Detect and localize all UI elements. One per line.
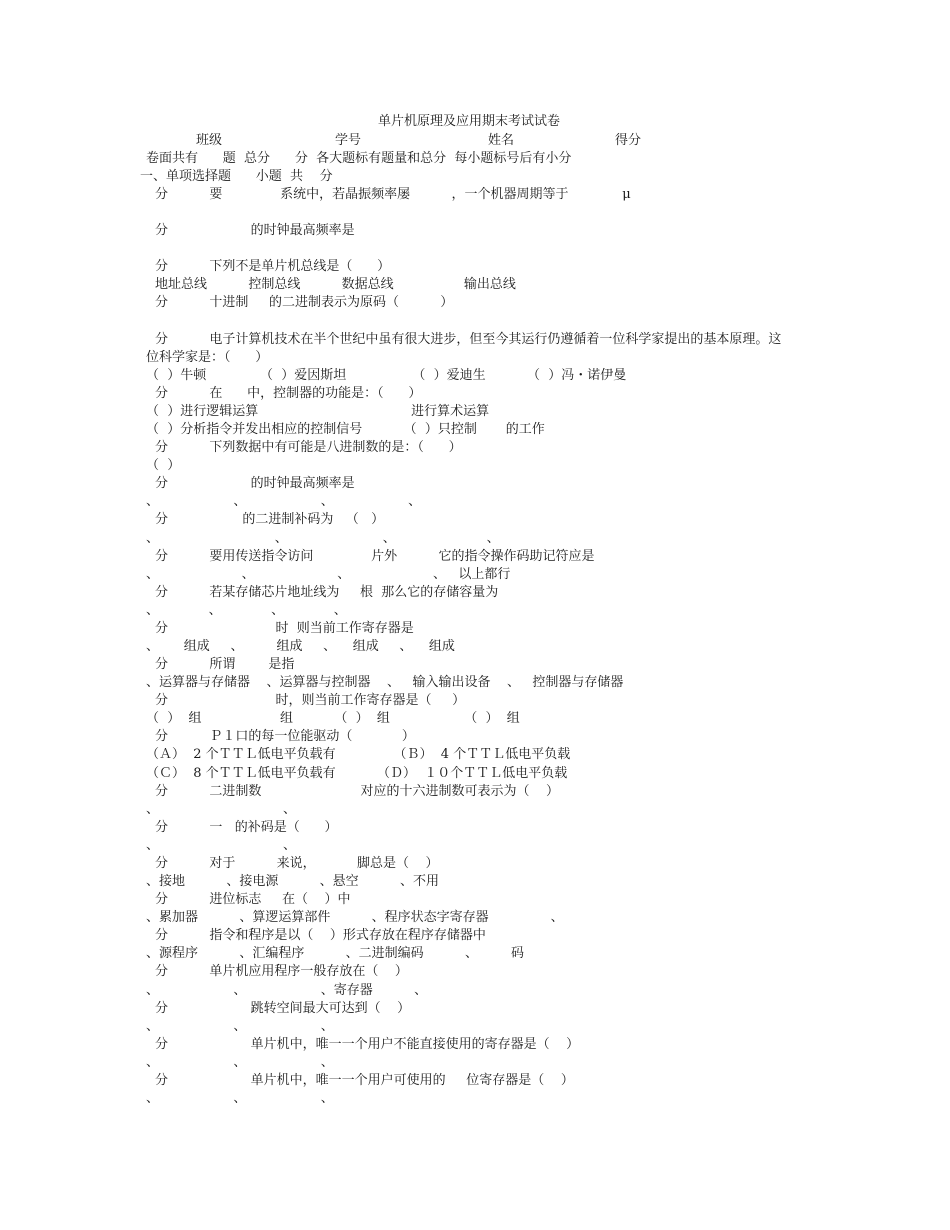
student-id-label: 学号 (335, 133, 362, 148)
question-line: （ ）牛顿 （ ）爱因斯坦 （ ）爱迪生 （ ）冯・诺伊曼 (146, 368, 627, 383)
question-line (146, 314, 386, 330)
question-line (146, 205, 191, 221)
question-line: （Ａ） 2 个ＴＴＬ低电平负载有 （Ｂ） 4 个ＴＴＬ低电平负载 (146, 747, 571, 762)
question-line: 分 Ｐ１口的每一位能驱动（ ） (155, 729, 415, 744)
question-line: 分 单片机应用程序一般存放在（ ） (155, 964, 408, 979)
question-line: 地址总线 控制总线 数据总线 输出总线 (155, 277, 516, 292)
question-line: 分 的时钟最高频率是 (155, 476, 355, 491)
class-label: 班级 (196, 133, 223, 148)
question-line: 分 下列不是单片机总线是（ ） (155, 259, 391, 274)
question-line: 、 、 (146, 838, 437, 853)
question-line: 分 一 的补码是（ ） (155, 820, 338, 835)
question-line: 、 、 、 (146, 1091, 409, 1106)
question-line: 、 、 、 、 (146, 531, 500, 546)
question-line: 分 单片机中，唯一一个用户不能直接使用的寄存器是（ ） (155, 1037, 580, 1052)
question-line: 分 对于 来说， 脚总是（ ） (155, 856, 439, 871)
question-line: 分 时 则当前工作寄存器是 (155, 621, 414, 636)
question-line: 、 、 、 (146, 1055, 409, 1070)
question-line: 分 下列数据中有可能是八进制数的是：（ ） (155, 440, 462, 455)
name-label: 姓名 (488, 133, 515, 148)
question-line: 分 进位标志 在（ ）中 (155, 892, 351, 907)
question-line: 、 、 (146, 802, 437, 817)
question-line: （ ）进行逻辑运算 进行算术运算 (146, 404, 490, 419)
question-line: 、 、 、 、 (146, 494, 422, 509)
question-line: 位科学家是：（ ） (146, 350, 269, 365)
question-line: 、 、 、 、 (146, 603, 347, 618)
question-line: 、 组成 、 组成 、 组成 、 组成 (146, 639, 455, 654)
question-line: 分 指令和程序是以（ ）形式存放在程序存储器中 (155, 928, 486, 943)
question-line: 分 要用传送指令访问 片外 它的指令操作码助记符应是 (155, 549, 595, 564)
question-line: 分 要 系统中，若晶振频率屡 ，一个机器周期等于 μ (155, 187, 631, 202)
question-line: 分 跳转空间最大可达到（ ） (155, 1001, 411, 1016)
question-line: （ ）分析指令并发出相应的控制信号 （ ）只控制 的工作 (146, 422, 545, 437)
question-line (146, 241, 324, 257)
question-line: （ ） (146, 458, 420, 473)
question-line: 分 所谓 是指 (155, 657, 295, 672)
exam-note: 卷面共有 题 总分 分 各大题标有题量和总分 每小题标号后有小分 (146, 151, 572, 166)
question-line: 、 、 、 、 以上都行 (146, 567, 511, 582)
section-heading: 一、单项选择题 小题 共 分 (140, 169, 333, 184)
question-line: 、运算器与存储器 、运算器与控制器 、 输入输出设备 、 控制器与存储器 (146, 675, 624, 690)
score-label: 得分 (615, 133, 642, 148)
question-line: 、 、 、 (146, 1019, 409, 1034)
question-line: 、累加器 、算逻运算部件 、程序状态字寄存器 、 (146, 910, 564, 925)
question-line: （Ｃ） 8 个ＴＴＬ低电平负载有 （Ｄ） １０个ＴＴＬ低电平负载 (146, 766, 568, 781)
question-line: 分 在 中，控制器的功能是：（ ） (155, 386, 422, 401)
exam-title: 单片机原理及应用期末考试试卷 (378, 114, 561, 129)
question-line: 分 的二进制补码为 （ ） (155, 512, 385, 527)
question-line: 分 的时钟最高频率是 (155, 223, 467, 238)
question-line: 分 十进制 的二进制表示为原码（ ） (155, 295, 454, 310)
question-line: 、 、 、寄存器 、 (146, 983, 428, 998)
question-line: （ ） 组 组 （ ） 组 （ ） 组 (146, 711, 520, 726)
question-line: 分 单片机中，唯一一个用户可使用的 位寄存器是（ ） (155, 1073, 574, 1088)
question-line: 分 电子计算机技术在半个世纪中虽有很大进步，但至今其运行仍遵循着一位科学家提出的基本原理。这 (155, 332, 782, 347)
question-line: 分 若某存储芯片地址线为 根 那么它的存储容量为 (155, 585, 499, 600)
question-line: 分 二进制数 对应的十六进制数可表示为（ ） (155, 784, 560, 799)
question-line: 、源程序 、汇编程序 、二进制编码 、 码 (146, 946, 525, 961)
question-line: 分 时，则当前工作寄存器是（ ） (155, 693, 466, 708)
question-line: 、接地 、接电源 、悬空 、不用 (146, 874, 439, 889)
